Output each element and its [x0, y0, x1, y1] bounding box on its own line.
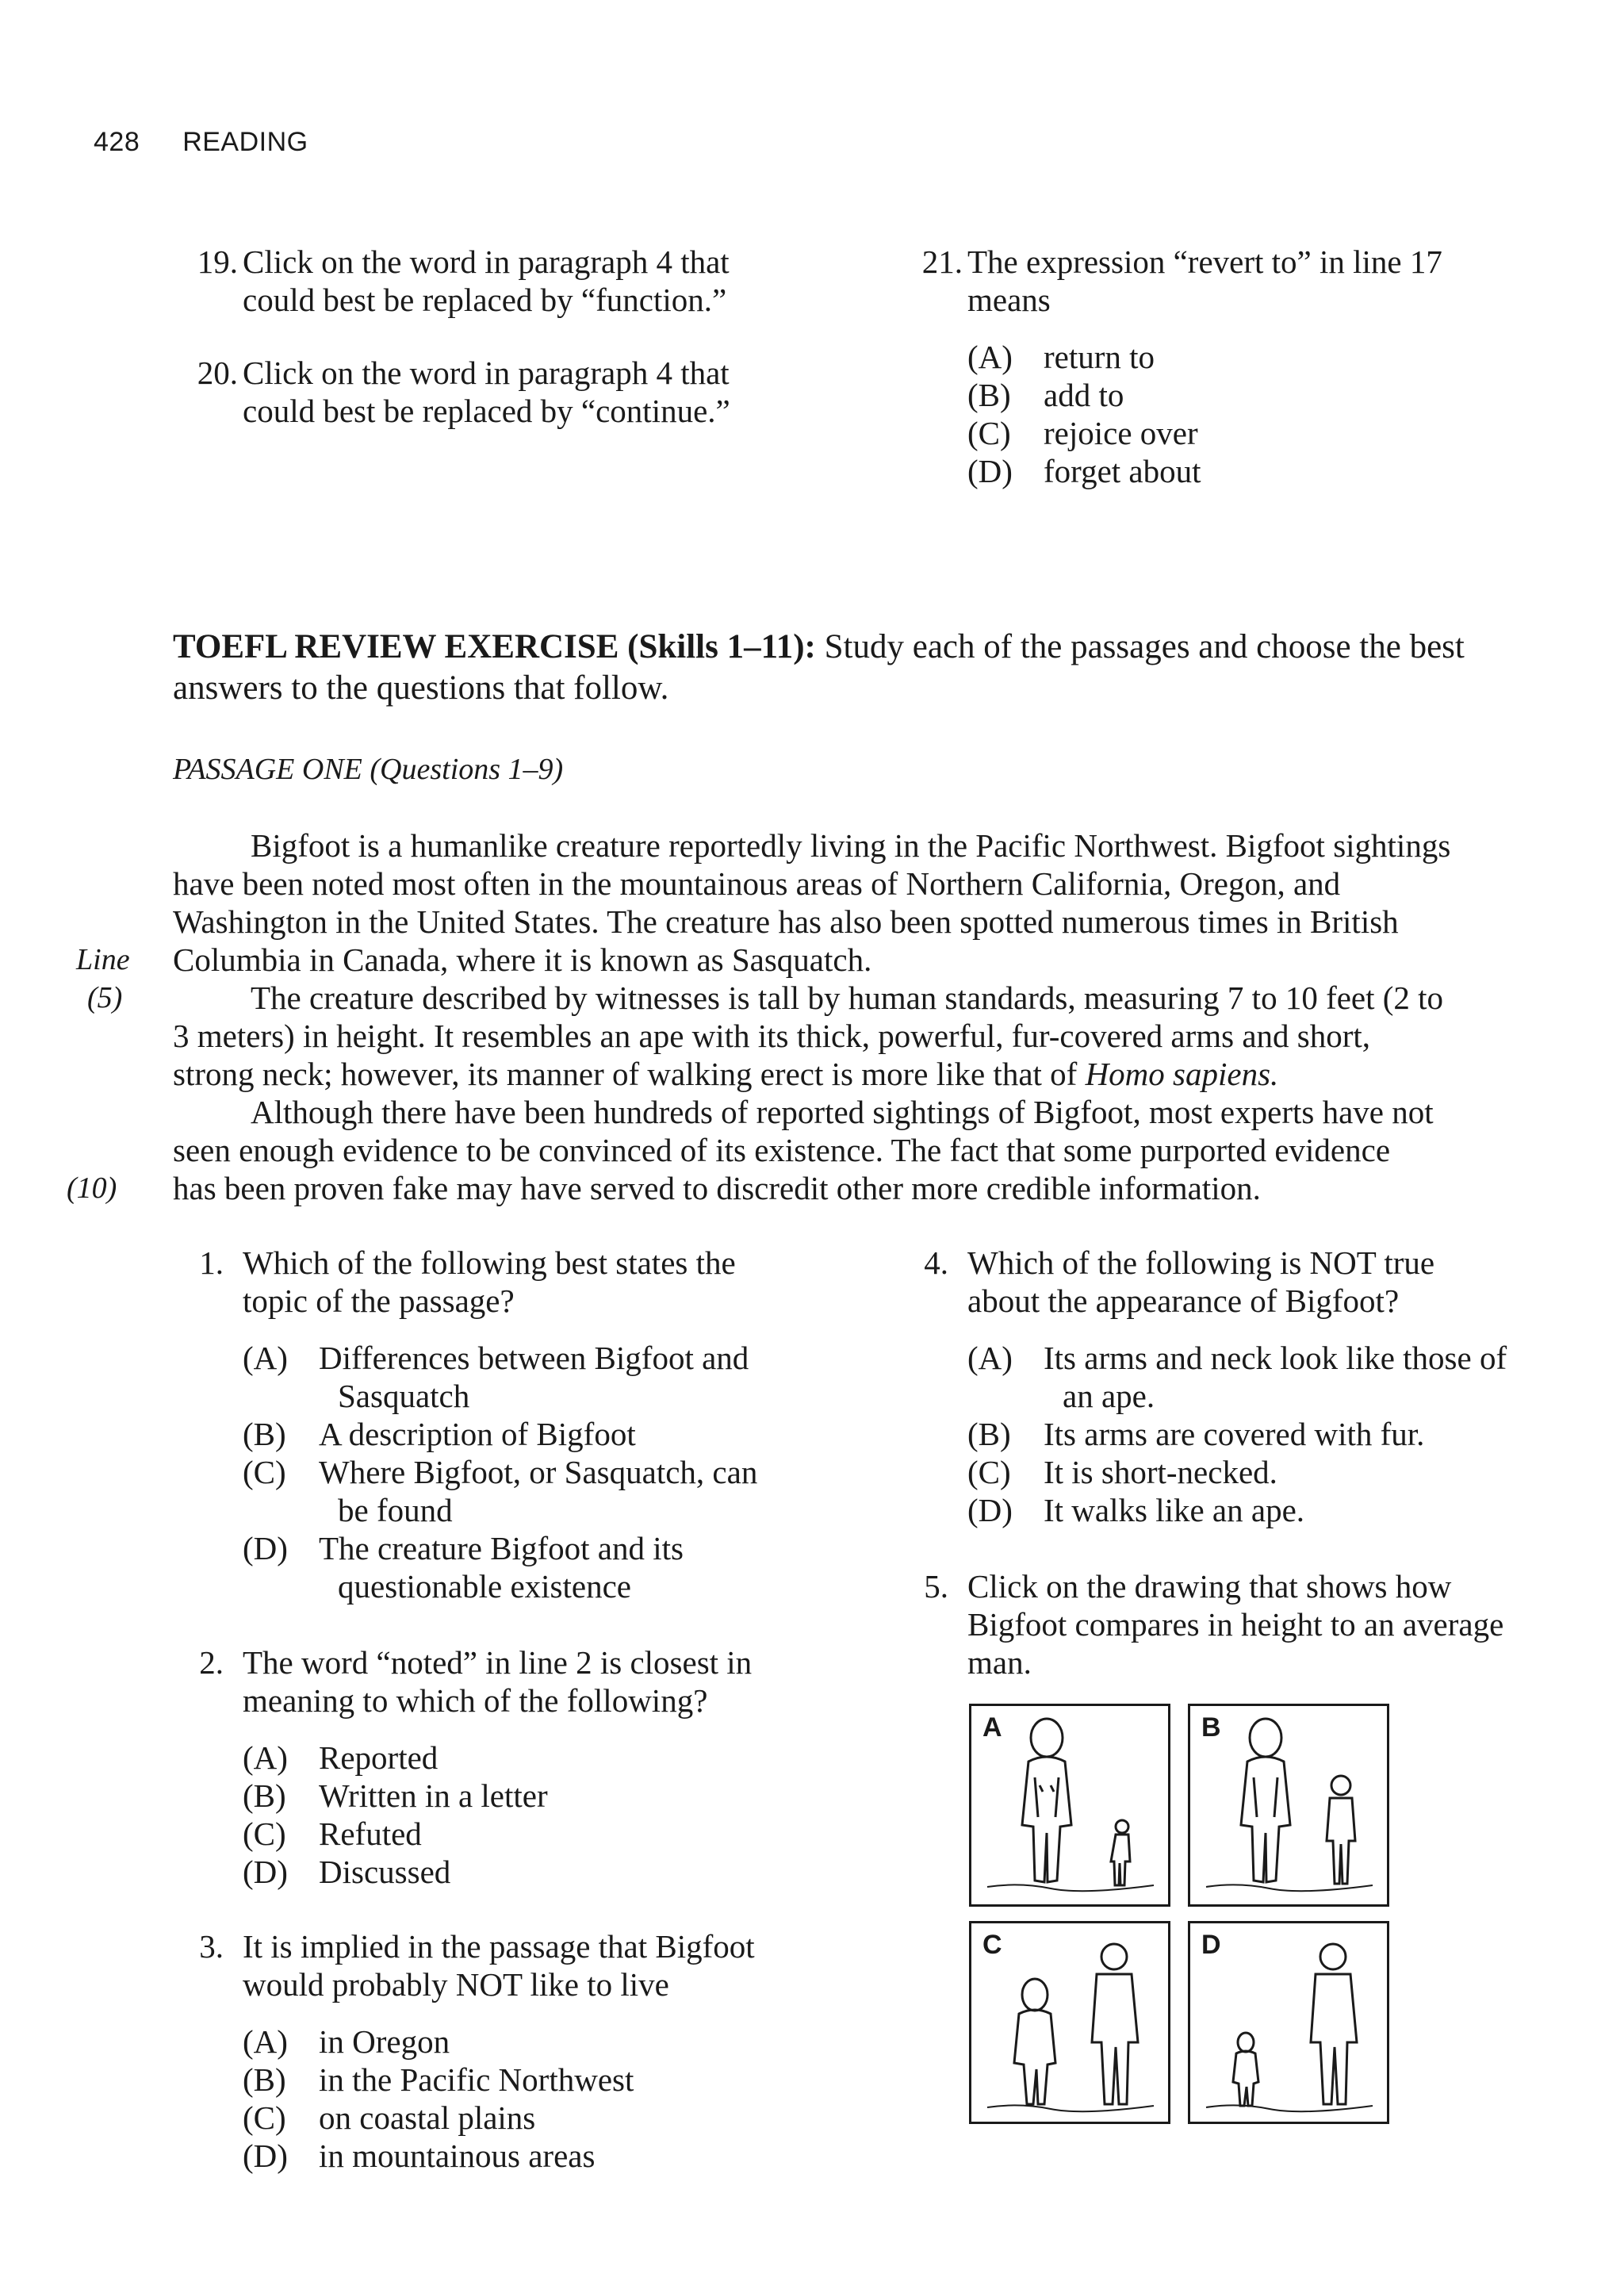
drawing-option-c[interactable] [969, 1921, 1170, 2124]
question-text: Bigfoot compares in height to an average [967, 1606, 1504, 1643]
question-text: It is implied in the passage that Bigfoot [243, 1928, 755, 1965]
man-figure [1311, 1944, 1357, 2104]
man-figure [1327, 1776, 1355, 1884]
question-number: 21. [921, 243, 963, 280]
passage-line: 3 meters) in height. It resembles an ape with its thick, powerful, fur-covered arms and short, [173, 1018, 1371, 1054]
drawing-option-d[interactable] [1188, 1921, 1389, 2124]
bigfoot-figure [1241, 1719, 1290, 1882]
drawing-label: B [1201, 1712, 1221, 1743]
exercise-heading-bold: TOEFL REVIEW EXERCISE (Skills 1–11): [173, 628, 816, 665]
drawing-label: C [982, 1930, 1002, 1960]
passage-line: Although there have been hundreds of reported sightings of Bigfoot, most experts have not [251, 1094, 1434, 1130]
passage-label: PASSAGE ONE (Questions 1–9) [173, 753, 564, 786]
section-title: READING [182, 127, 308, 157]
question-number: 5. [924, 1568, 948, 1605]
line-marker: Line [76, 943, 130, 976]
question-text: could best be replaced by “continue.” [243, 393, 730, 429]
question-number: 20. [197, 355, 238, 391]
question-number: 4. [924, 1244, 948, 1281]
passage-line: The creature described by witnesses is tall by human standards, measuring 7 to 10 feet (2 to [251, 980, 1444, 1016]
question-text: Click on the word in paragraph 4 that [243, 243, 730, 280]
drawing-option-a[interactable] [969, 1704, 1170, 1907]
question-text: could best be replaced by “function.” [243, 282, 727, 318]
exercise-heading [173, 627, 1465, 668]
line-marker: (10) [67, 1171, 117, 1205]
question-number: 2. [199, 1644, 224, 1681]
bigfoot-figure [1233, 2033, 1258, 2106]
question-text: The word “noted” in line 2 is closest in [243, 1644, 753, 1681]
passage-line: has been proven fake may have served to discredit other more credible information. [173, 1170, 1261, 1206]
question-text: would probably NOT like to live [243, 1966, 669, 2003]
question-text: topic of the passage? [243, 1283, 515, 1319]
bigfoot-figure [1022, 1719, 1071, 1882]
passage-line: Columbia in Canada, where it is known as Sasquatch. [173, 941, 872, 978]
italic-term: Homo sapiens. [1085, 1056, 1279, 1092]
man-figure [1092, 1944, 1138, 2104]
question-text: meaning to which of the following? [243, 1682, 708, 1719]
question-text: Which of the following best states the [243, 1244, 736, 1281]
drawing-label: D [1201, 1930, 1221, 1960]
bigfoot-figure [1014, 1979, 1055, 2104]
question-number: 19. [197, 243, 238, 280]
page-number: 428 [94, 127, 140, 157]
passage-line: seen enough evidence to be convinced of its existence. The fact that some purported evidence [173, 1132, 1391, 1168]
drawing-label: A [982, 1712, 1002, 1743]
question-text: means [967, 282, 1051, 318]
question-number: 1. [199, 1244, 224, 1281]
question-text: about the appearance of Bigfoot? [967, 1283, 1400, 1319]
page-header [94, 127, 308, 158]
line-marker: (5) [87, 981, 123, 1014]
question-text: Click on the word in paragraph 4 that [243, 355, 730, 391]
passage-line: Bigfoot is a humanlike creature reportedly living in the Pacific Northwest. Bigfoot sightings [251, 827, 1451, 864]
passage-line: Washington in the United States. The creature has also been spotted numerous times in British [173, 903, 1399, 940]
question-text: man. [967, 1644, 1032, 1681]
question-text: The expression “revert to” in line 17 [967, 243, 1442, 280]
passage-line: strong neck; however, its manner of walking erect is more like that of Homo sapiens. [173, 1056, 1279, 1092]
drawing-option-b[interactable] [1188, 1704, 1389, 1907]
question-number: 3. [199, 1928, 224, 1965]
question-text: Click on the drawing that shows how [967, 1568, 1452, 1605]
passage-line: have been noted most often in the mountainous areas of Northern California, Oregon, and [173, 865, 1341, 902]
man-figure [1111, 1820, 1130, 1885]
question-text: Which of the following is NOT true [967, 1244, 1435, 1281]
exercise-heading-line2: answers to the questions that follow. [173, 669, 669, 707]
exercise-heading-text: Study each of the passages and choose the best [824, 628, 1465, 665]
